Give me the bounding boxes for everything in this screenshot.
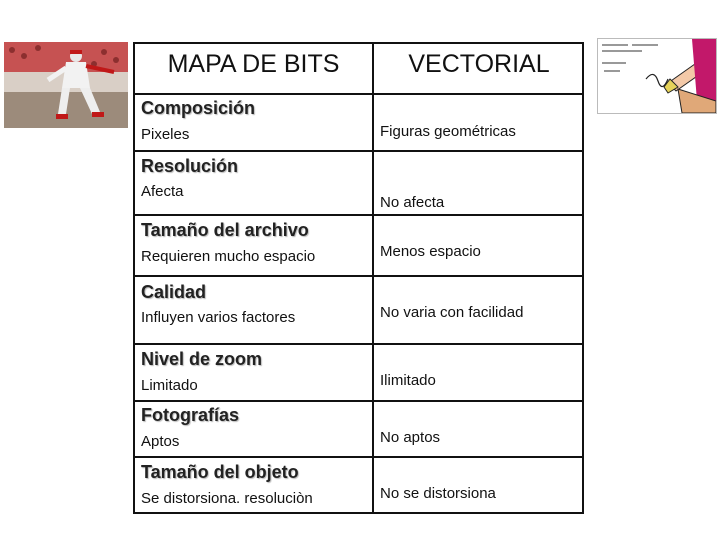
bitmap-value: Aptos <box>141 433 180 450</box>
vector-value: No afecta <box>380 194 445 211</box>
row-divider <box>133 150 584 152</box>
vector-value: Menos espacio <box>380 243 481 260</box>
bitmap-value: Se distorsiona. resoluciòn <box>141 490 313 507</box>
row-label-tamano-archivo: Tamaño del archivo <box>141 220 309 240</box>
row-label-calidad: Calidad <box>141 282 207 302</box>
bitmap-value: Requieren mucho espacio <box>141 248 316 265</box>
vector-value: No varia con facilidad <box>380 304 524 321</box>
vector-value: Ilimitado <box>380 372 436 389</box>
row-divider <box>133 275 584 277</box>
row-label-nivel-zoom: Nivel de zoom <box>141 349 263 369</box>
row-label-tamano-objeto: Tamaño del objeto <box>141 462 299 482</box>
bitmap-value: Pixeles <box>141 126 190 143</box>
row-divider <box>133 400 584 402</box>
row-label-fotografias: Fotografías <box>141 405 240 425</box>
header-bitmap: MAPA DE BITS <box>167 50 340 78</box>
row-label-resolucion: Resolución <box>141 156 239 176</box>
vector-value: Figuras geométricas <box>380 123 516 140</box>
vector-value: No aptos <box>380 429 441 446</box>
fountain-pen-document-drawing <box>597 38 717 114</box>
row-divider <box>133 214 584 216</box>
bitmap-value: Limitado <box>141 377 198 394</box>
header-vector: VECTORIAL <box>408 50 550 78</box>
vector-value: No se distorsiona <box>380 485 496 502</box>
row-divider <box>133 456 584 458</box>
row-divider <box>133 93 584 95</box>
column-divider <box>372 42 374 514</box>
row-label-composicion: Composición <box>141 98 256 118</box>
row-divider <box>133 343 584 345</box>
bitmap-value: Influyen varios factores <box>141 309 296 326</box>
bitmap-value: Afecta <box>141 183 184 200</box>
baseball-player-photo <box>4 42 128 128</box>
